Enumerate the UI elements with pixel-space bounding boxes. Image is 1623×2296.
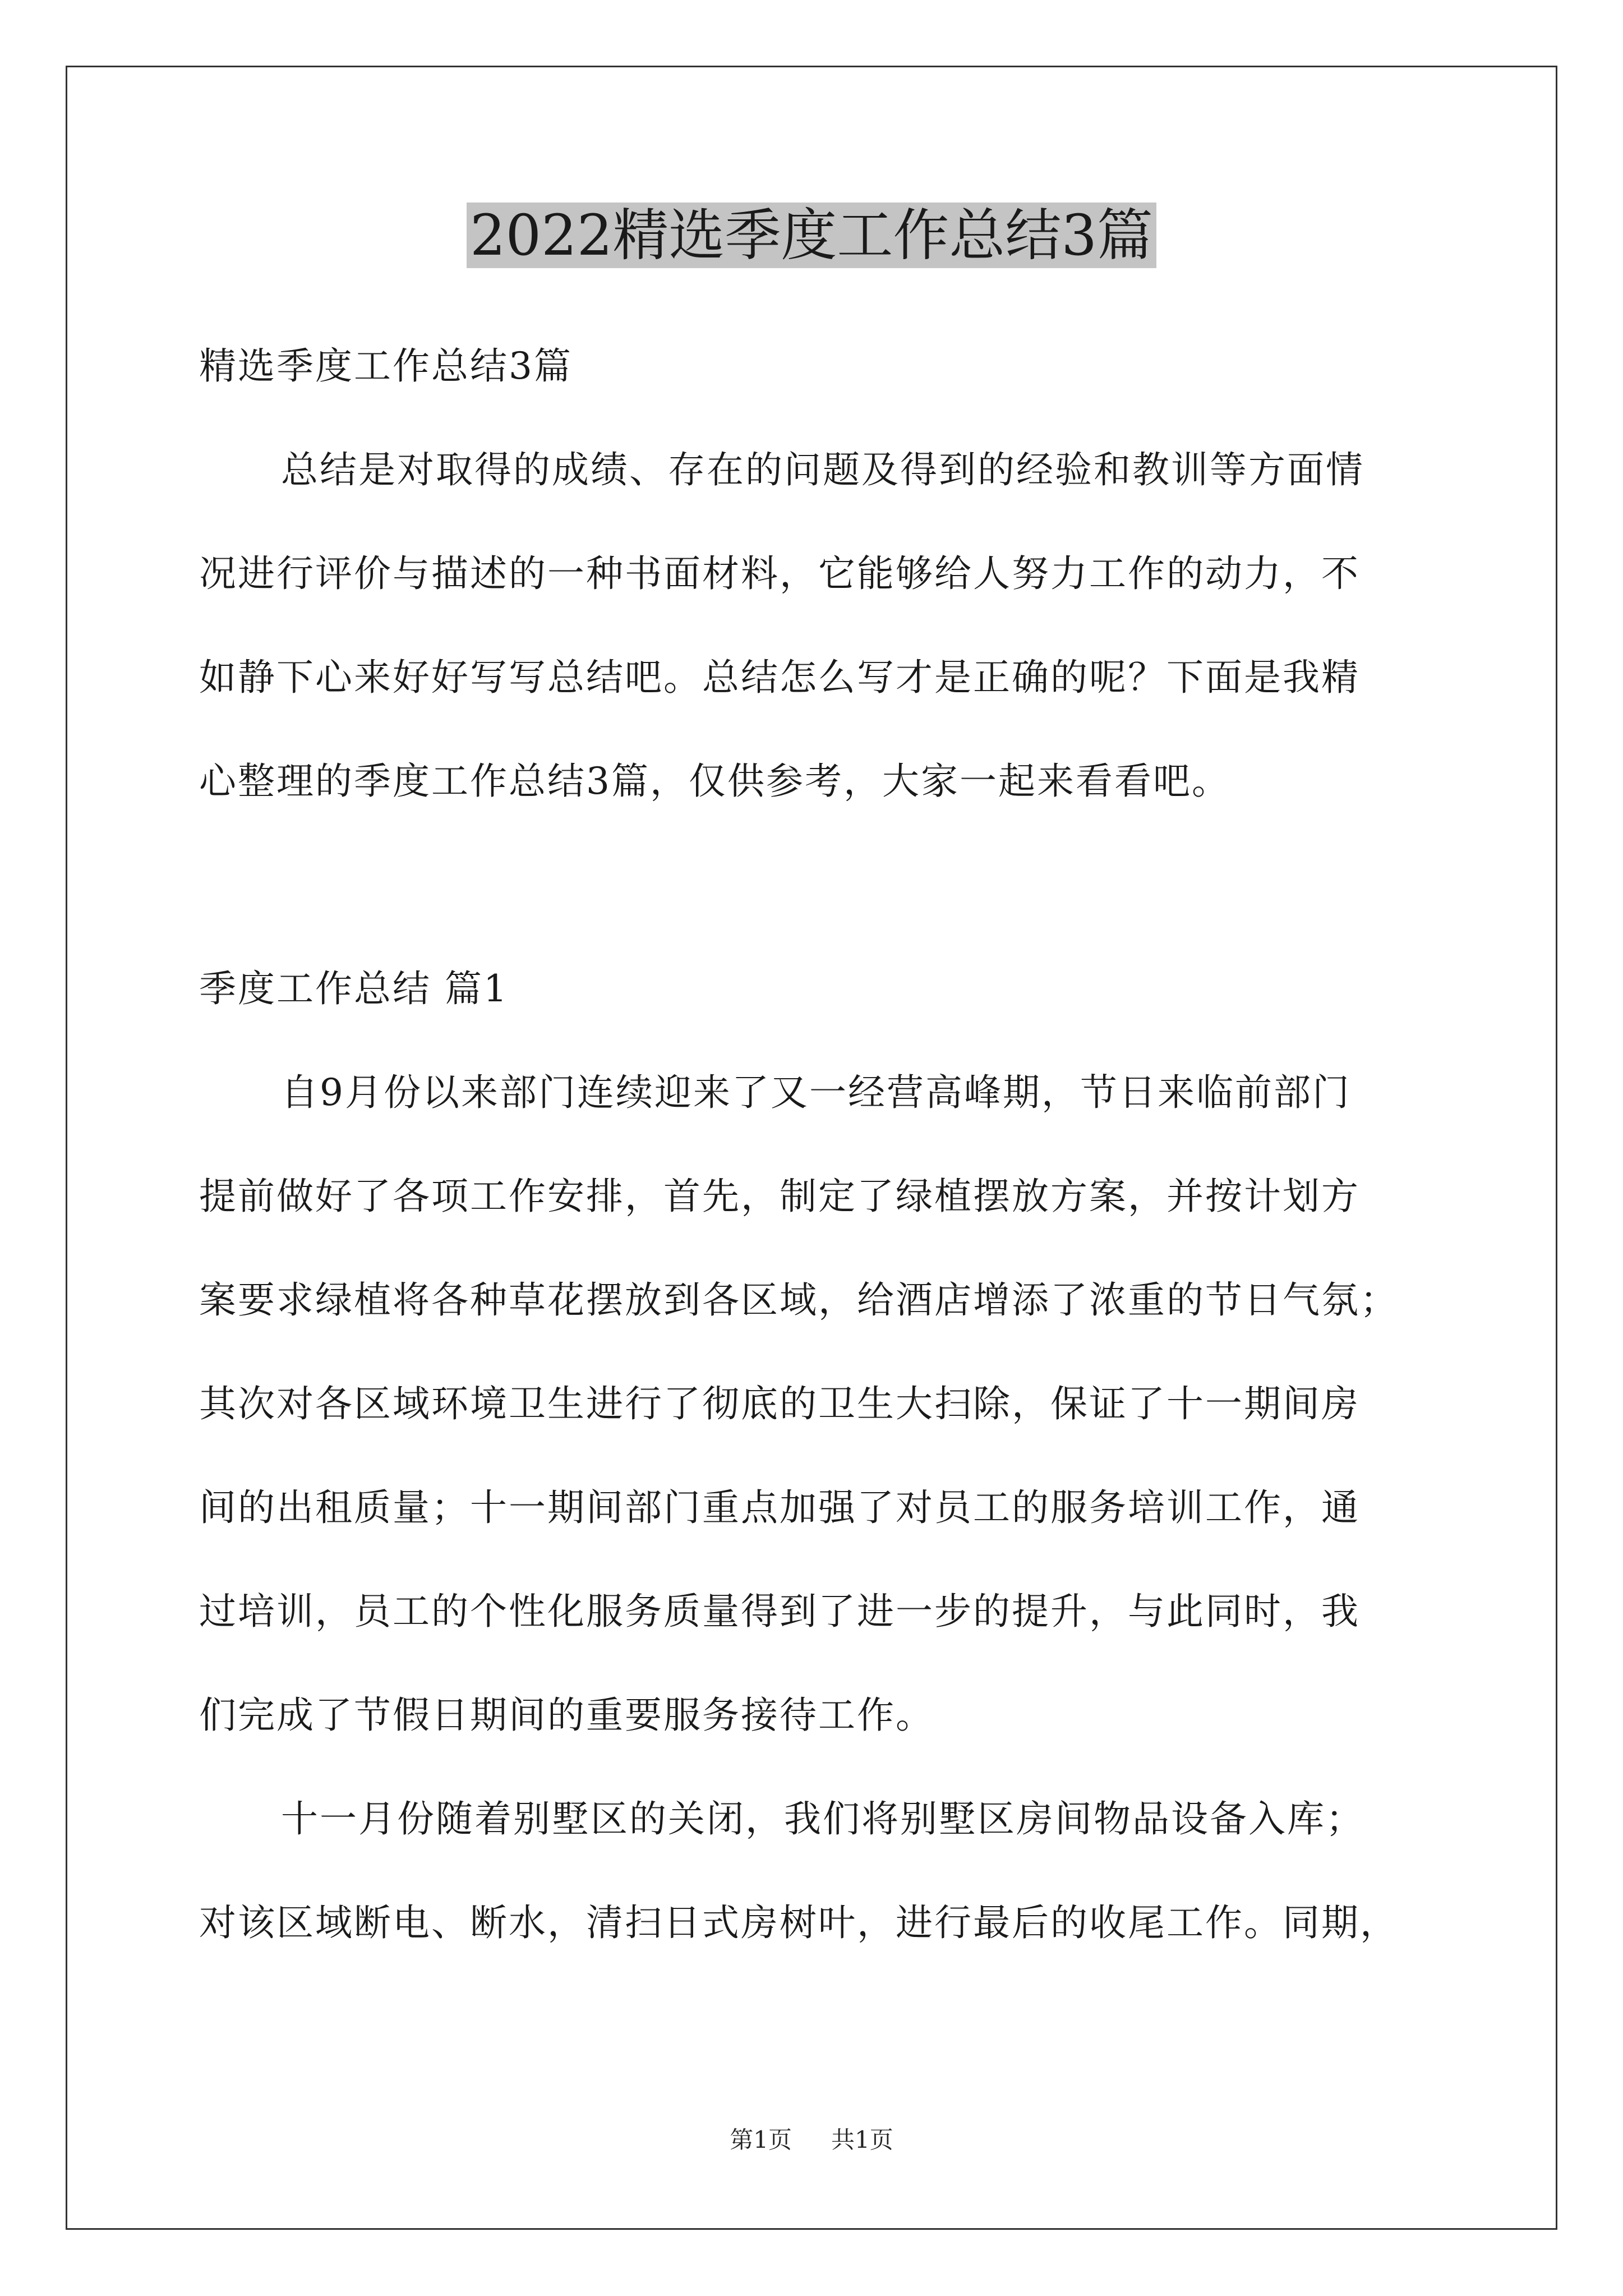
section1-heading: 季度工作总结 篇1: [199, 967, 509, 1010]
section1-para1-line-5: 间的出租质量；十一期间部门重点加强了对员工的服务培训工作，通: [199, 1486, 1360, 1529]
section1-para1-line-7: 们完成了节假日期间的重要服务接待工作。: [199, 1694, 934, 1737]
section1-para2-line-2: 对该区域断电、断水，清扫日式房树叶，进行最后的收尾工作。同期，: [199, 1901, 1399, 1944]
section-gap: [199, 833, 1427, 937]
intro-line-3: 如静下心来好好写写总结吧。总结怎么写才是正确的呢？下面是我精: [199, 656, 1360, 699]
intro-line-2: 况进行评价与描述的一种书面材料，它能够给人努力工作的动力，不: [199, 552, 1360, 595]
section1-para1-line-1: 自9月份以来部门连续迎来了又一经营高峰期，节日来临前部门: [281, 1071, 1351, 1114]
page-number: 第1页: [730, 2126, 792, 2154]
section1-para2-line-1: 十一月份随着别墅区的关闭，我们将别墅区房间物品设备入库；: [281, 1797, 1364, 1841]
section1-para1-line-6: 过培训，员工的个性化服务质量得到了进一步的提升，与此同时，我: [199, 1590, 1360, 1633]
document-title-text: 2022精选季度工作总结3篇: [467, 203, 1156, 268]
document-title: [0, 194, 1623, 278]
section1-para1-line-2: 提前做好了各项工作安排，首先，制定了绿植摆放方案，并按计划方: [199, 1175, 1360, 1218]
page-footer: [0, 2123, 1623, 2157]
section1-para1-line-3: 案要求绿植将各种草花摆放到各区域，给酒店增添了浓重的节日气氛；: [199, 1278, 1399, 1322]
page-total: 共1页: [831, 2126, 893, 2154]
intro-heading: 精选季度工作总结3篇: [199, 344, 573, 388]
intro-line-4: 心整理的季度工作总结3篇，仅供参考，大家一起来看看吧。: [199, 760, 1230, 803]
intro-line-1: 总结是对取得的成绩、存在的问题及得到的经验和教训等方面情: [281, 448, 1364, 491]
section1-para1-line-4: 其次对各区域环境卫生进行了彻底的卫生大扫除，保证了十一期间房: [199, 1382, 1360, 1425]
document-body: [199, 314, 1427, 1975]
